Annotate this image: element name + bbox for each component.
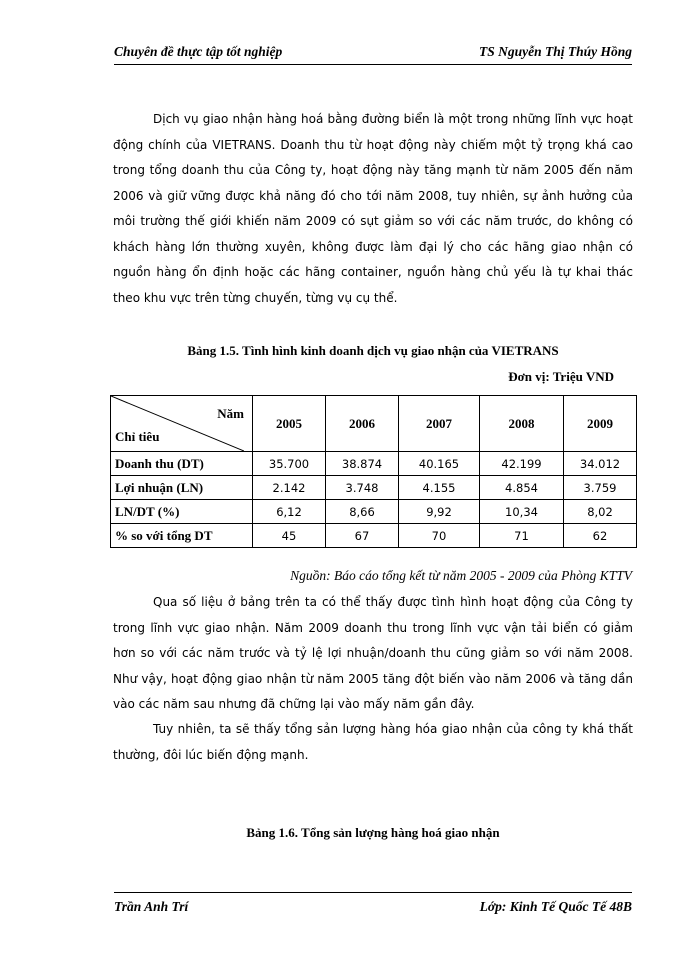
table-cell: 38.874 bbox=[326, 452, 399, 476]
row-label: LN/DT (%) bbox=[111, 500, 253, 524]
corner-indicator-label: Chỉ tiêu bbox=[115, 429, 160, 444]
table-cell: 9,92 bbox=[399, 500, 480, 524]
year-header: 2006 bbox=[326, 396, 399, 452]
table-cell: 42.199 bbox=[480, 452, 564, 476]
table-cell: 4.155 bbox=[399, 476, 480, 500]
year-header: 2005 bbox=[253, 396, 326, 452]
analysis-paragraph: Qua số liệu ở bảng trên ta có thể thấy được tình hình hoạt động của Công ty trong lĩnh vực giao nhận. Năm 2009 doanh thu trong lĩnh vực vận tải biển có giảm hơn so với các năm trước và tỷ lệ lợi nhuận/doanh thu cũng giảm so với năm 2008. Như vậy, hoạt động giao nhận từ năm 2005 tăng đột biến vào năm 2006 và tăng dần vào các năm sau nhưng đã chững lại vào mấy năm gần đây. bbox=[113, 595, 633, 711]
year-header: 2008 bbox=[480, 396, 564, 452]
table-cell: 4.854 bbox=[480, 476, 564, 500]
remark-paragraph: Tuy nhiên, ta sẽ thấy tổng sản lượng hàng hóa giao nhận của công ty khá thất thường, đôi lúc biến động mạnh. bbox=[113, 722, 633, 762]
row-label: % so với tổng DT bbox=[111, 524, 253, 548]
footer-author: Trần Anh Trí bbox=[114, 899, 189, 914]
business-table bbox=[110, 395, 637, 548]
table-cell: 45 bbox=[253, 524, 326, 548]
table-cell: 3.748 bbox=[326, 476, 399, 500]
page-header bbox=[114, 40, 632, 65]
table-cell: 62 bbox=[564, 524, 637, 548]
table-cell: 3.759 bbox=[564, 476, 637, 500]
table-cell: 35.700 bbox=[253, 452, 326, 476]
table-2-title: Bảng 1.6. Tổng sản lượng hàng hoá giao nhận bbox=[246, 825, 500, 840]
table-cell: 10,34 bbox=[480, 500, 564, 524]
table-1-title: Bảng 1.5. Tình hình kinh doanh dịch vụ giao nhận của VIETRANS bbox=[187, 343, 559, 358]
table-1-source: Nguồn: Báo cáo tổng kết từ năm 2005 - 2009 của Phòng KTTV bbox=[290, 568, 632, 583]
table-cell: 70 bbox=[399, 524, 480, 548]
table-cell: 2.142 bbox=[253, 476, 326, 500]
table-cell: 34.012 bbox=[564, 452, 637, 476]
table-row bbox=[111, 524, 637, 548]
table-cell: 8,66 bbox=[326, 500, 399, 524]
footer-class: Lớp: Kinh Tế Quốc Tế 48B bbox=[479, 899, 632, 914]
table-row bbox=[111, 500, 637, 524]
table-row bbox=[111, 452, 637, 476]
table-cell: 8,02 bbox=[564, 500, 637, 524]
corner-year-label: Năm bbox=[217, 406, 244, 421]
year-header: 2007 bbox=[399, 396, 480, 452]
row-label: Doanh thu (DT) bbox=[111, 452, 253, 476]
table-cell: 67 bbox=[326, 524, 399, 548]
header-left-text: Chuyên đề thực tập tốt nghiệp bbox=[114, 44, 283, 59]
table-row bbox=[111, 476, 637, 500]
table-corner-cell bbox=[111, 396, 253, 452]
page-footer bbox=[114, 892, 632, 917]
intro-paragraph: Dịch vụ giao nhận hàng hoá bằng đường biển là một trong những lĩnh vực hoạt động chính của VIETRANS. Doanh thu từ hoạt động này chiếm một tỷ trọng khá cao trong tổng doanh thu của Công ty, hoạt động này tăng mạnh từ năm 2005 đến năm 2006 và giữ vững được khả năng đó cho tới năm 2008, tuy nhiên, sự ảnh hưởng của môi trường thế giới khiến năm 2009 có sụt giảm so với các năm trước, do không có khách hàng lớn thường xuyên, không được làm đại lý cho các hãng giao nhận có nguồn hàng ổn định hoặc các hãng container, nguồn hàng chủ yếu là tự khai thác theo khu vực trên từng chuyến, từng vụ cụ thể. bbox=[113, 112, 633, 305]
table-cell: 71 bbox=[480, 524, 564, 548]
table-header-row bbox=[111, 396, 637, 452]
table-1-unit: Đơn vị: Triệu VND bbox=[508, 369, 614, 384]
table-cell: 6,12 bbox=[253, 500, 326, 524]
table-cell: 40.165 bbox=[399, 452, 480, 476]
year-header: 2009 bbox=[564, 396, 637, 452]
header-right-text: TS Nguyễn Thị Thúy Hồng bbox=[478, 44, 632, 59]
row-label: Lợi nhuận (LN) bbox=[111, 476, 253, 500]
